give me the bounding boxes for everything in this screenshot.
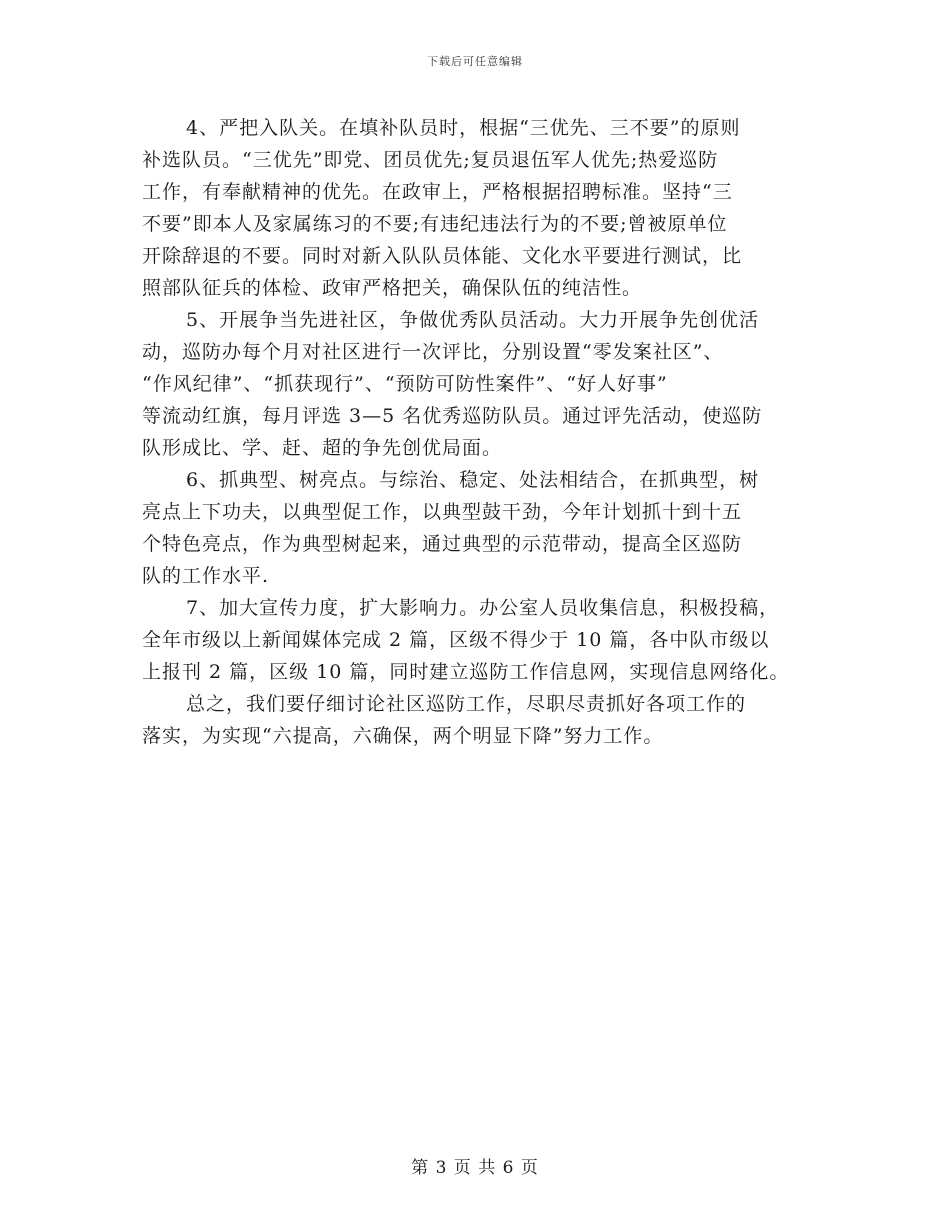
text-line: 上报刊 2 篇，区级 10 篇，同时建立巡防工作信息网，实现信息网络化。 [142,661,790,683]
text-line: 动，巡防办每个月对社区进行一次评比，分别设置“零发案社区”、 [142,341,724,363]
page-number: 第 3 页 共 6 页 [411,1158,539,1178]
text-line: 5、开展争当先进社区，争做优秀队员活动。大力开展争先创优活 [186,309,760,331]
text-line: 补选队员。“三优先”即党、团员优先;复员退伍军人优先;热爱巡防 [142,149,719,171]
text-line: 照部队征兵的体检、政审严格把关，确保队伍的纯洁性。 [142,277,643,299]
page-header: 下载后可任意编辑 [427,55,523,68]
text-line: 亮点上下功夫，以典型促工作，以典型鼓干劲，今年计划抓十到十五 [142,501,743,523]
document-body [142,112,814,752]
text-line: 6、抓典型、树亮点。与综治、稳定、处法相结合，在抓典型，树 [186,469,760,491]
text-line: 7、加大宣传力度，扩大影响力。办公室人员收集信息，积极投稿， [186,597,780,619]
text-line: 开除辞退的不要。同时对新入队队员体能、文化水平要进行测试，比 [142,245,743,267]
text-line: 全年市级以上新闻媒体完成 2 篇，区级不得少于 10 篇，各中队市级以 [142,629,770,651]
text-line: 队形成比、学、赶、超的争先创优局面。 [142,437,503,459]
text-line: 个特色亮点，作为典型树起来，通过典型的示范带动，提高全区巡防 [142,533,743,555]
text-line: 总之，我们要仔细讨论社区巡防工作，尽职尽责抓好各项工作的 [186,693,747,715]
text-line: 工作，有奉献精神的优先。在政审上，严格根据招聘标准。坚持“三 [142,181,733,203]
text-line: 等流动红旗，每月评选 3—5 名优秀巡防队员。通过评先活动，使巡防 [142,405,763,427]
text-line: “作风纪律”、“抓获现行”、“预防可防性案件”、“好人好事” [142,373,668,395]
paragraph-item-7 [142,592,814,688]
text-line: 4、严把入队关。在填补队员时，根据“三优先、三不要”的原则 [186,117,741,139]
text-line: 队的工作水平. [142,565,270,587]
text-line: 不要”即本人及家属练习的不要;有违纪违法行为的不要;曾被原单位 [142,213,728,235]
paragraph-item-6 [142,464,814,592]
paragraph-item-4 [142,112,814,304]
paragraph-conclusion [142,688,814,752]
text-line: 落实，为实现“六提高，六确保，两个明显下降”努力工作。 [142,725,664,747]
paragraph-item-5 [142,304,814,464]
